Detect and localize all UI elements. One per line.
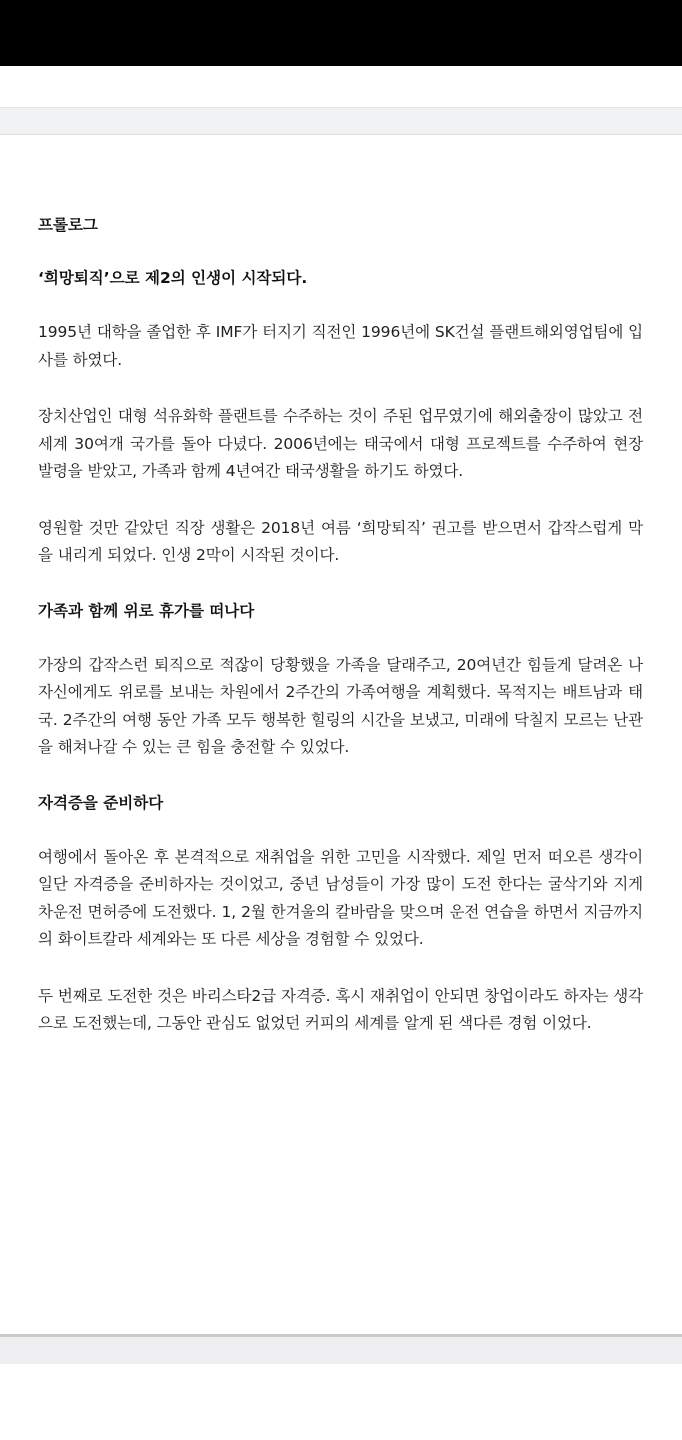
document-page [0, 135, 682, 1334]
paragraph: 가장의 갑작스런 퇴직으로 적잖이 당황했을 가족을 달래주고, 20여년간 힘들게 달려온 나 자신에게도 위로를 보내는 차원에서 2주간의 가족여행을 계획했다. 목적지는 배트남과 태국. 2주간의 여행 동안 가족 모두 행복한 힐링의 시간을 보냈고, 미래에 닥칠지 모르는 난관을 해쳐나갈 수 있는 큰 힘을 충전할 수 있었다. [38, 655, 643, 756]
paragraph: 여행에서 돌아온 후 본격적으로 재취업을 위한 고민을 시작했다. 제일 먼저 떠오른 생각이 일단 자격증을 준비하자는 것이었고, 중년 남성들이 가장 많이 도전 한다는 굴삭기와 지게차운전 면허증에 도전했다. 1, 2월 한겨울의 칼바람을 맞으며 운전 연습을 하면서 지금까지의 화이트칼라 세계와는 또 다른 세상을 경험할 수 있었다. [38, 847, 643, 948]
paragraph: 1995년 대학을 졸업한 후 IMF가 터지기 직전인 1996년에 SK건설 플랜트해외영업팀에 입사를 하였다. [38, 323, 643, 369]
paragraph: 영원할 것만 같았던 직장 생활은 2018년 여름 ‘희망퇴직’ 권고를 받으면서 갑작스럽게 막을 내리게 되었다. 인생 2막이 시작된 것이다. [38, 518, 643, 564]
section-heading: 자격증을 준비하다 [38, 793, 164, 812]
document-title: 프롤로그 [38, 216, 98, 234]
app-toolbar [0, 66, 682, 107]
status-bar [0, 0, 682, 66]
section-heading: 가족과 함께 위로 휴가를 떠나다 [38, 601, 255, 620]
section-heading: ‘희망퇴직’으로 제2의 인생이 시작되다. [38, 269, 308, 287]
page-gap-bottom [0, 1337, 682, 1364]
bottom-area [0, 1364, 682, 1440]
page-gap-top [0, 107, 682, 135]
document-content [38, 213, 643, 1067]
paragraph: 두 번째로 도전한 것은 바리스타2급 자격증. 혹시 재취업이 안되면 창업이라도 하자는 생각으로 도전했는데, 그동안 관심도 없었던 커피의 세계를 알게 된 색다른 경험 이었다. [38, 986, 643, 1032]
paragraph: 장치산업인 대형 석유화학 플랜트를 수주하는 것이 주된 업무였기에 해외출장이 많았고 전세계 30여개 국가를 돌아 다녔다. 2006년에는 태국에서 대형 프로젝트를 수주하여 현장 발령을 받았고, 가족과 함께 4년여간 태국생활을 하기도 하였다. [38, 407, 643, 480]
